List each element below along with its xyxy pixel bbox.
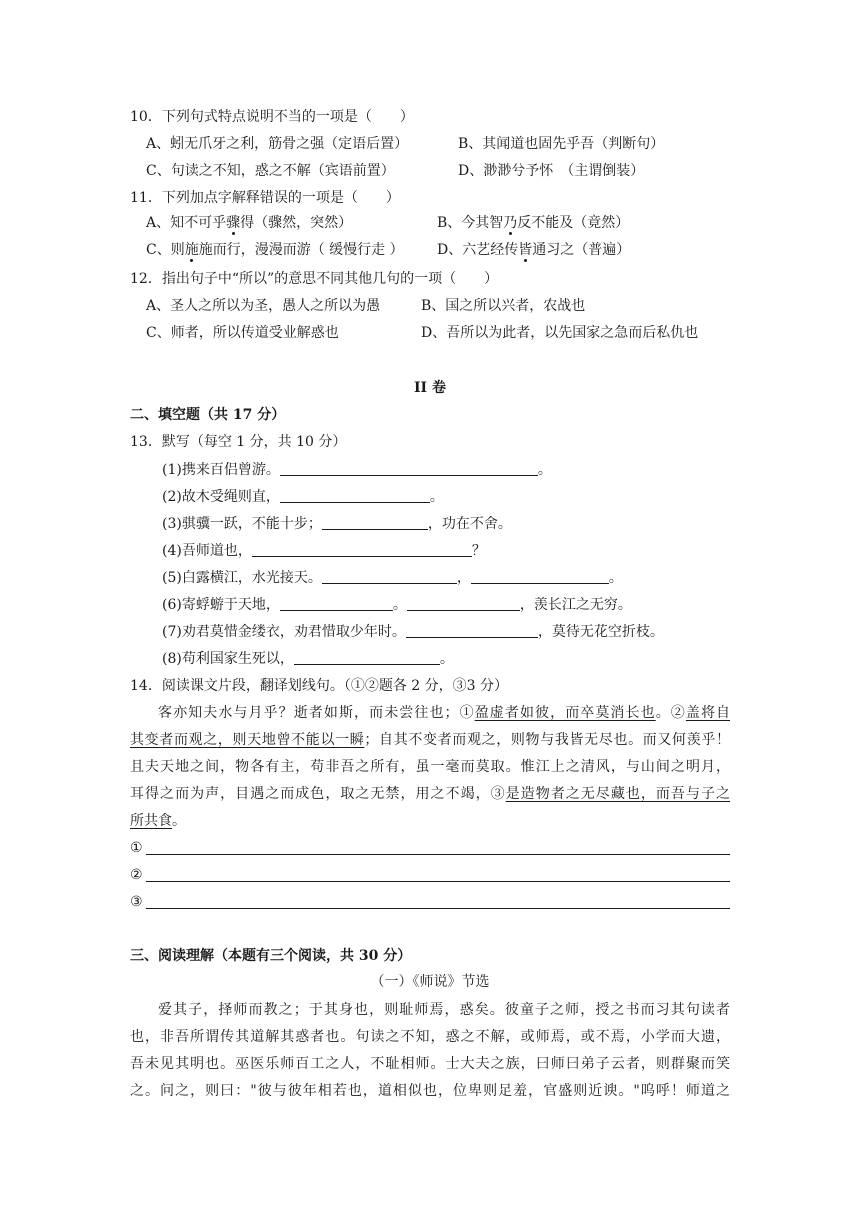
section2-title: 二、填空题（共 17 分） <box>130 407 286 423</box>
q13-item-4-end: ？ <box>471 543 486 559</box>
q11-b-post: 反不能及（竟然） <box>517 215 630 231</box>
q10-option-d: D、渺渺兮予怀 （主谓倒装） <box>458 163 645 179</box>
q11-d-pre: D、六艺经传 <box>437 242 519 258</box>
answer-line-3[interactable] <box>146 908 730 909</box>
q13-item-2-text: (2)故木受绳则直， <box>162 489 280 505</box>
passage-text: 。② <box>655 705 686 721</box>
q13-item-6 <box>162 595 632 615</box>
passage-line-3: 且夫天地之间，物各有主，苟非吾之所有，虽一毫而莫取。惟江上之清风，与山间之明月， <box>130 759 730 775</box>
q13-blank-3[interactable] <box>322 514 428 530</box>
answer-label-3: ③ <box>130 894 143 910</box>
underlined-sentence-2: 盖将自 <box>685 705 731 721</box>
q13-item-1 <box>162 460 552 480</box>
q13-blank-6a[interactable] <box>280 595 393 611</box>
q13-item-8 <box>162 649 454 669</box>
q11-a-post: 得（骤然，突然） <box>240 215 353 231</box>
q13-blank-5b[interactable] <box>471 568 609 584</box>
q13-item-2 <box>162 487 444 507</box>
q11-b-pre: B、今其智 <box>437 215 504 231</box>
underlined-sentence-2-cont: 其变者而观之，则天地曾不能以一瞬 <box>130 732 365 748</box>
q13-item-4 <box>162 541 486 561</box>
q13-item-5-mid: ， <box>456 570 471 586</box>
q13-item-5 <box>162 568 623 588</box>
q13-item-8-text: (8)苟利国家生死以， <box>162 651 294 667</box>
q11-option-c <box>146 240 404 260</box>
q11-b-dotted-char: 乃 <box>503 215 518 231</box>
q11-c-post: 施而行，漫漫而游（ 缓慢行走 ） <box>198 242 404 258</box>
q13-blank-5a[interactable] <box>322 568 457 584</box>
q13-item-5-end: 。 <box>608 570 623 586</box>
q13-item-1-end: 。 <box>537 462 552 478</box>
q11-option-a <box>146 213 352 233</box>
q13-item-2-end: 。 <box>429 489 444 505</box>
q11-c-dotted-char: 施 <box>184 242 199 258</box>
passage-text: 。 <box>172 813 186 829</box>
q13-item-3-end: ，功在不舍。 <box>427 516 512 532</box>
passage-line-1 <box>158 703 730 723</box>
underlined-sentence-1: 盈虚者如彼，而卒莫消长也 <box>474 705 656 721</box>
q13-blank-2[interactable] <box>280 487 430 503</box>
q12-option-a: A、圣人之所以为圣，愚人之所以为愚 <box>146 298 381 314</box>
q11-a-pre: A、知不可乎 <box>146 215 227 231</box>
q13-item-3-text: (3)骐骥一跃，不能十步； <box>162 516 322 532</box>
q12-option-d: D、吾所以为此者，以先国家之急而后私仇也 <box>421 325 699 341</box>
answer-line-2[interactable] <box>146 881 730 882</box>
q13-item-5-text: (5)白露横江，水光接天。 <box>162 570 322 586</box>
q13-item-8-end: 。 <box>439 651 454 667</box>
passage-text: 耳得之而为声，目遇之而成色，取之无禁，用之不竭，③ <box>130 786 506 802</box>
q11-c-pre: C、则 <box>146 242 185 258</box>
q13-item-6-mid: 。 <box>392 597 407 613</box>
q11-a-dotted-char: 骤 <box>226 215 241 231</box>
q13-item-3 <box>162 514 512 534</box>
q12-option-b: B、国之所以兴者，农战也 <box>421 298 586 314</box>
q14-stem: 14．阅读课文片段，翻译划线句。（①②题各 2 分，③3 分） <box>130 678 508 694</box>
q13-item-6-end: ，羡长江之无穷。 <box>519 597 632 613</box>
q11-option-d <box>437 240 630 260</box>
q10-option-b: B、其闻道也固先乎吾（判断句） <box>458 136 665 152</box>
q13-blank-7[interactable] <box>406 622 538 638</box>
answer-label-2: ② <box>130 867 143 883</box>
reading-1-line-4: 之。问之，则曰："彼与彼年相若也，道相似也，位卑则足羞，官盛则近谀。"呜呼！师道之 <box>130 1083 730 1099</box>
underlined-sentence-3: 是造物者之无尽藏也，而吾与子之 <box>505 786 730 802</box>
reading-1-line-2: 也，非吾所谓传其道解其惑者也。句读之不知，惑之不解，或师焉，或不焉，小学而大遗， <box>130 1029 730 1045</box>
part2-title: II 卷 <box>414 380 446 396</box>
q13-item-1-text: (1)携来百侣曾游。 <box>162 462 280 478</box>
q13-item-7-text: (7)劝君莫惜金缕衣，劝君惜取少年时。 <box>162 624 406 640</box>
q13-blank-4[interactable] <box>252 541 472 557</box>
reading-1-line-3: 吾未见其明也。巫医乐师百工之人，不耻相师。士大夫之族，曰师曰弟子云者，则群聚而笑 <box>130 1056 730 1072</box>
q13-item-7-end: ，莫待无花空折枝。 <box>537 624 664 640</box>
underlined-sentence-3-cont: 所共食 <box>130 813 172 829</box>
q12-stem: 12．指出句子中“所以”的意思不同其他几句的一项（ ） <box>130 271 499 287</box>
q10-stem: 10．下列句式特点说明不当的一项是（ ） <box>130 109 414 125</box>
q12-option-c: C、师者，所以传道受业解惑也 <box>146 325 339 341</box>
section3-title: 三、阅读理解（本题有三个阅读，共 30 分） <box>130 948 412 964</box>
q13-item-7 <box>162 622 664 642</box>
q11-option-b <box>437 213 629 233</box>
q11-d-post: 通习之（普遍） <box>532 242 631 258</box>
reading-1-title: （一）《师说》节选 <box>370 974 490 990</box>
passage-line-5 <box>130 811 186 831</box>
passage-line-4 <box>130 784 730 804</box>
q13-item-4-text: (4)吾师道也， <box>162 543 252 559</box>
q13-item-6-text: (6)寄蜉蝣于天地， <box>162 597 280 613</box>
q13-blank-8[interactable] <box>294 649 440 665</box>
reading-1-line-1: 爱其子，择师而教之；于其身也，则耻师焉，惑矣。彼童子之师，授之书而习其句读者 <box>158 1002 730 1018</box>
passage-text: ；自其不变者而观之，则物与我皆无尽也。而又何羡乎！ <box>364 732 731 748</box>
answer-line-1[interactable] <box>146 854 730 855</box>
q10-option-a: A、蚓无爪牙之利，筋骨之强（定语后置） <box>146 136 409 152</box>
q13-blank-6b[interactable] <box>407 595 520 611</box>
passage-line-2 <box>130 730 730 750</box>
q10-option-c: C、句读之不知，惑之不解（宾语前置） <box>146 163 395 179</box>
q13-stem: 13．默写（每空 1 分，共 10 分） <box>130 434 347 450</box>
q11-stem: 11．下列加点字解释错误的一项是（ ） <box>130 190 400 206</box>
passage-text: 客亦知夫水与月乎？逝者如斯，而未尝往也；① <box>158 705 475 721</box>
q13-blank-1[interactable] <box>280 460 538 476</box>
q11-d-dotted-char: 皆 <box>518 242 533 258</box>
answer-label-1: ① <box>130 840 143 856</box>
